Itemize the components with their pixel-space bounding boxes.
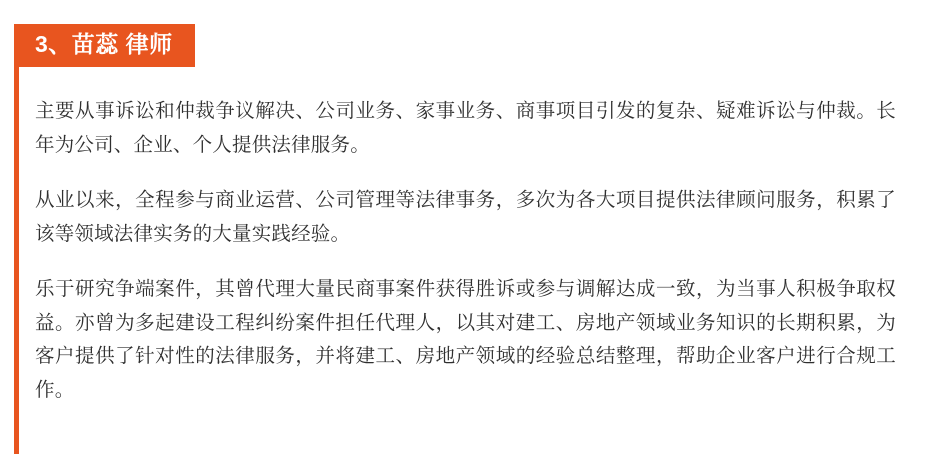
body-text-block bbox=[19, 95, 904, 407]
paragraph-3: 乐于研究争端案件，其曾代理大量民商事案件获得胜诉或参与调解达成一致，为当事人积极争取权益。亦曾为多起建设工程纠纷案件担任代理人，以其对建工、房地产领域业务知识的长期积累，为客户提供了针对性的法律服务，并将建工、房地产领域的经验总结整理，帮助企业客户进行合规工作。 bbox=[35, 278, 896, 401]
paragraph-1: 主要从事诉讼和仲裁争议解决、公司业务、家事业务、商事项目引发的复杂、疑难诉讼与仲裁。长年为公司、企业、个人提供法律服务。 bbox=[35, 100, 896, 156]
document-content bbox=[19, 24, 904, 407]
section-heading: 3、苗蕊 律师 bbox=[19, 24, 195, 67]
paragraph-2: 从业以来，全程参与商业运营、公司管理等法律事务，多次为各大项目提供法律顾问服务，积累了该等领域法律实务的大量实践经验。 bbox=[35, 189, 896, 245]
